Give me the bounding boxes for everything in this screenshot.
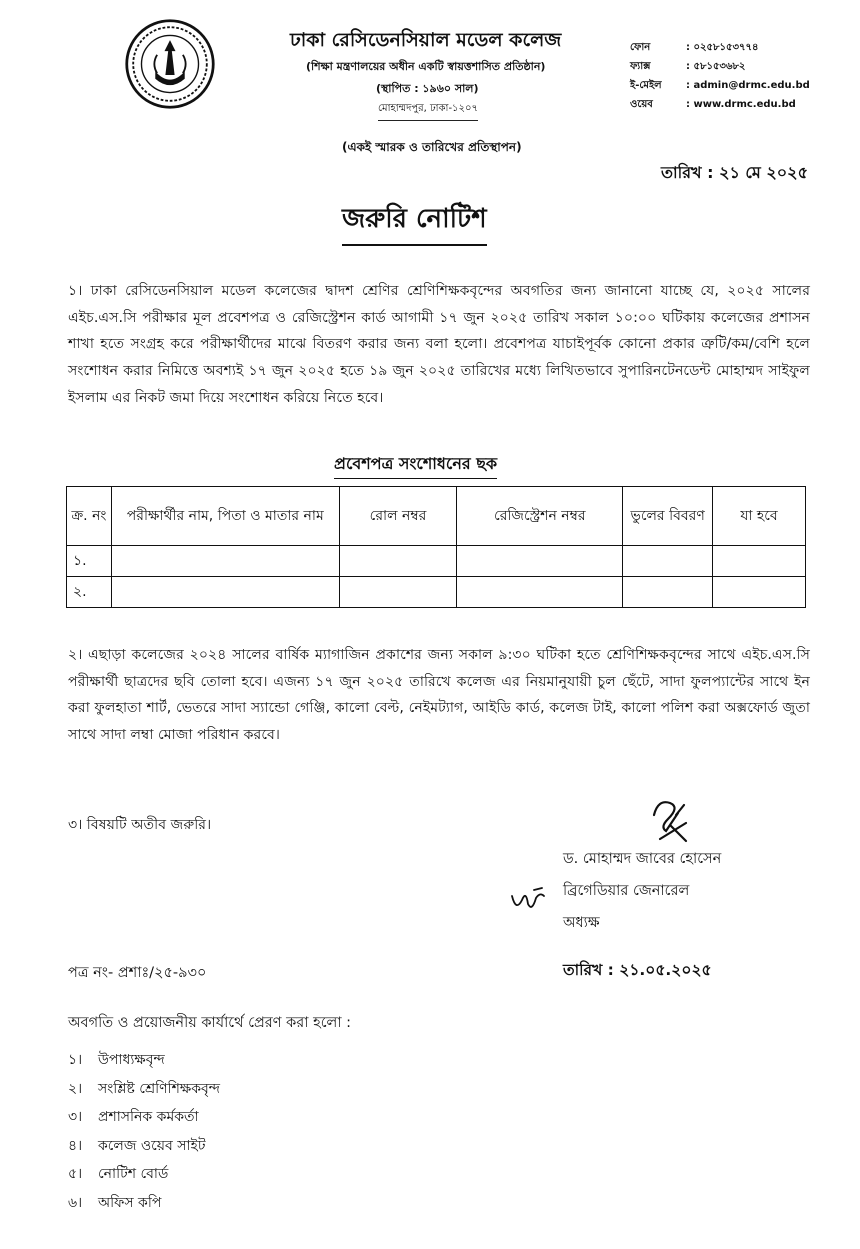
col-name: পরীক্ষার্থীর নাম, পিতা ও মাতার নাম <box>111 487 339 546</box>
col-serial: ক্র. নং <box>67 487 112 546</box>
paragraph-2: ২। এছাড়া কলেজের ২০২৪ সালের বার্ষিক ম্যাগাজিন প্রকাশের জন্য সকাল ৯:৩০ ঘটিকা হতে শ্রেণিশিক্ষকবৃন্দের সাথে এইচ.এস.সি পরীক্ষার্থী ছাত্রদের ছবি তোলা হবে। এজন্য ১৭ জুন ২০২৫ তারিখে কলেজ এর নিয়মানুযায়ী চুল ছেঁটে, সাদা ফুলপ্যান্টের সাথে ইন করা ফুলহাতা শার্ট, ভেতরে সাদা স্যান্ডো গেঞ্জি, কালো বেল্ট, নেইমট্যাগ, আইডি কার্ড, কলেজ টাই, কালো পলিশ করা অক্সফোর্ড জুতা সাথে সাদা লম্বা মোজা পরিধান করবে। <box>68 647 810 743</box>
cell-serial: ২. <box>67 577 112 608</box>
signature-date: তারিখ : ২১.০৫.২০২৫ <box>563 961 712 979</box>
list-item: ৫। নোটিশ বোর্ড <box>68 1166 169 1182</box>
college-logo <box>124 18 216 110</box>
signatory-rank: ব্রিগেডিয়ার জেনারেল <box>563 883 690 899</box>
notice-title: জরুরি নোটিশ <box>342 198 487 246</box>
list-item: ৪। কলেজ ওয়েব সাইট <box>68 1137 206 1154</box>
paragraph-3: ৩। বিষয়টি অতীব জরুরি। <box>68 817 212 834</box>
list-item: ৩। প্রশাসনিক কর্মকর্তা <box>68 1109 199 1125</box>
correction-table <box>66 486 806 608</box>
college-name: ঢাকা রেসিডেনসিয়াল মডেল কলেজ <box>290 29 562 51</box>
col-correction: যা হবে <box>713 487 806 546</box>
col-registration: রেজিস্ট্রেশন নম্বর <box>457 487 623 546</box>
table-row <box>67 546 806 577</box>
distribution-list <box>68 1046 220 1217</box>
contact-block <box>630 38 810 114</box>
contact-email: ই-মেইল : admin@drmc.edu.bd <box>630 80 810 91</box>
cell <box>457 546 623 577</box>
established-year: (স্থাপিত : ১৯৬০ সাল) <box>376 82 479 95</box>
distribution-title: অবগতি ও প্রয়োজনীয় কার্যার্থে প্রেরণ করা হলো : <box>68 1015 352 1031</box>
replacement-note: (একই স্মারক ও তারিখের প্রতিস্থাপন) <box>342 140 522 154</box>
paragraph-1: ১। ঢাকা রেসিডেনসিয়াল মডেল কলেজের দ্বাদশ শ্রেণির শ্রেণিশিক্ষকবৃন্দের অবগতির জন্য জানানো যাচ্ছে যে, ২০২৫ সালের এইচ.এস.সি পরীক্ষার মূল প্রবেশপত্র ও রেজিস্ট্রেশন কার্ড আগামী ১৭ জুন ২০২৫ তারিখ সকাল ১০:০০ ঘটিকায় কলেজের প্রশাসন শাখা হতে সংগ্রহ করে পরীক্ষার্থীদের মাঝে বিতরণ করার জন্য বলা হলো। প্রবেশপত্র যাচাইপূর্বক কোনো প্রকার ত্রুটি/কম/বেশি হলে সংশোধন করার নিমিত্তে অবশ্যই ১৭ জুন ২০২৫ হতে ১৯ জুন ২০২৫ তারিখের মধ্যে লিখিতভাবে সুপারিনটেনডেন্ট মোহাম্মদ সাইফুল ইসলাম এর নিকট জমা দিয়ে সংশোধন করিয়ে নিতে হবে। <box>68 283 810 406</box>
college-subtitle: (শিক্ষা মন্ত্রণালয়ের অধীন একটি স্বায়ত্তশাসিত প্রতিষ্ঠান) <box>306 60 546 73</box>
list-item: ১। উপাধ্যক্ষবৃন্দ <box>68 1052 165 1068</box>
cell <box>623 577 713 608</box>
initial-signature-image <box>508 882 548 916</box>
table-title: প্রবেশপত্র সংশোধনের ছক <box>334 451 497 479</box>
signatory-name: ড. মোহাম্মদ জাবের হোসেন <box>563 851 722 867</box>
contact-web: ওয়েব : www.drmc.edu.bd <box>630 99 796 110</box>
list-item: ৬। অফিস কপি <box>68 1194 162 1211</box>
cell <box>111 577 339 608</box>
cell <box>111 546 339 577</box>
table-header-row <box>67 487 806 546</box>
signatory-title: অধ্যক্ষ <box>563 915 600 931</box>
cell <box>713 577 806 608</box>
cell-serial: ১. <box>67 546 112 577</box>
signature-image <box>640 795 700 850</box>
cell <box>457 577 623 608</box>
contact-phone: ফোন : ০২৫৮১৫৩৭৭৪ <box>630 42 759 53</box>
college-address: মোহাম্মদপুর, ঢাকা-১২০৭ <box>378 101 478 118</box>
cell <box>713 546 806 577</box>
table-row <box>67 577 806 608</box>
col-error: ভুলের বিবরণ <box>623 487 713 546</box>
memo-number: পত্র নং- প্রশাঃ/২৫-৯৩০ <box>68 965 207 981</box>
cell <box>623 546 713 577</box>
col-roll: রোল নম্বর <box>339 487 457 546</box>
cell <box>339 577 457 608</box>
list-item: ২। সংশ্লিষ্ট শ্রেণিশিক্ষকবৃন্দ <box>68 1080 221 1097</box>
cell <box>339 546 457 577</box>
contact-fax: ফ্যাক্স : ৫৮১৫৩৬৮২ <box>630 61 746 72</box>
notice-date: তারিখ : ২১ মে ২০২৫ <box>661 163 808 182</box>
